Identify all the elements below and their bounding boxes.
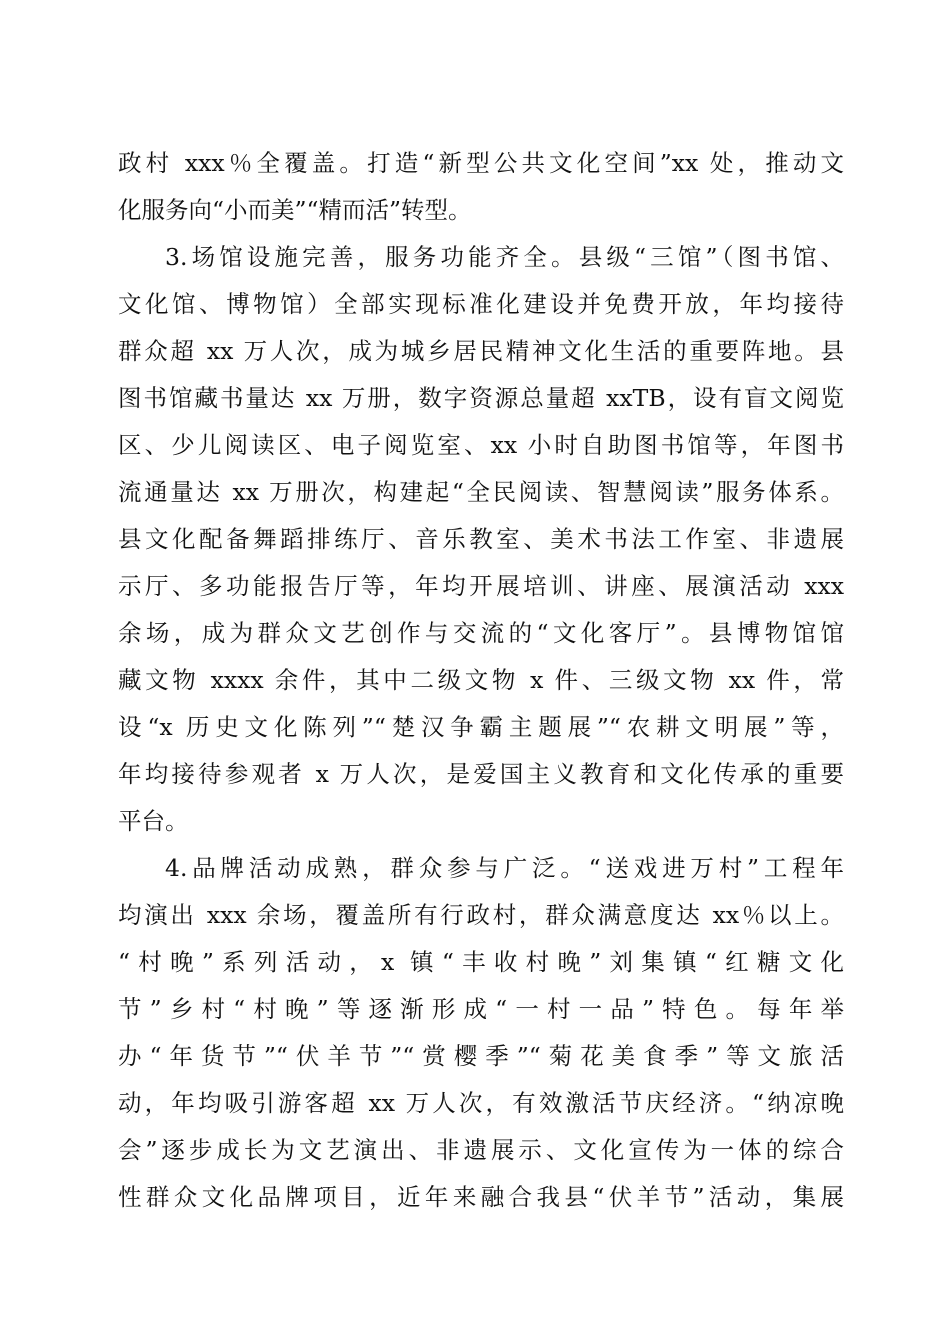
text-line: 动，年均吸引游客超 xx 万人次，有效激活节庆经济。“纳凉晚 [118,1089,844,1117]
text-line: 年均接待参观者 x 万人次，是爱国主义教育和文化传承的重要 [118,760,844,788]
text-line: 会”逐步成长为文艺演出、非遗展示、文化宣传为一体的综合 [118,1136,844,1164]
text-line: 设“x 历史文化陈列”“楚汉争霸主题展”“农耕文明展”等， [118,713,844,741]
text-line: 节”乡村“村晚”等逐渐形成“一村一品”特色。每年举 [118,995,844,1023]
text-line: 政村 xxx％全覆盖。打造“新型公共文化空间”xx 处，推动文 [118,149,844,177]
text-line: 办“年货节”“伏羊节”“赏樱季”“菊花美食季”等文旅活 [118,1042,844,1070]
text-line: 化服务向“小而美”“精而活”转型。 [118,196,472,224]
text-line: 群众超 xx 万人次，成为城乡居民精神文化生活的重要阵地。县 [118,337,844,365]
text-line: 4.品牌活动成熟，群众参与广泛。“送戏进万村”工程年 [165,854,844,882]
text-line: 图书馆藏书量达 xx 万册，数字资源总量超 xxTB，设有盲文阅览 [118,384,844,412]
text-line: 均演出 xxx 余场，覆盖所有行政村，群众满意度达 xx％以上。 [118,901,844,929]
text-line: “村晚”系列活动，x 镇“丰收村晚”刘集镇“红糖文化 [118,948,844,976]
text-line: 3.场馆设施完善，服务功能齐全。县级“三馆”（图书馆、 [165,243,844,271]
text-line: 县文化配备舞蹈排练厅、音乐教室、美术书法工作室、非遗展 [118,525,844,553]
text-line: 区、少儿阅读区、电子阅览室、xx 小时自助图书馆等，年图书 [118,431,844,459]
text-line: 流通量达 xx 万册次，构建起“全民阅读、智慧阅读”服务体系。 [118,478,844,506]
text-line: 示厅、多功能报告厅等，年均开展培训、讲座、展演活动 xxx [118,572,844,600]
text-line: 余场，成为群众文艺创作与交流的“文化客厅”。县博物馆馆 [118,619,844,647]
text-line: 平台。 [118,807,189,835]
text-line: 性群众文化品牌项目，近年来融合我县“伏羊节”活动，集展 [118,1183,844,1211]
body-text [118,140,844,1221]
text-line: 藏文物 xxxx 余件，其中二级文物 x 件、三级文物 xx 件，常 [118,666,844,694]
text-line: 文化馆、博物馆）全部实现标准化建设并免费开放，年均接待 [118,290,844,318]
